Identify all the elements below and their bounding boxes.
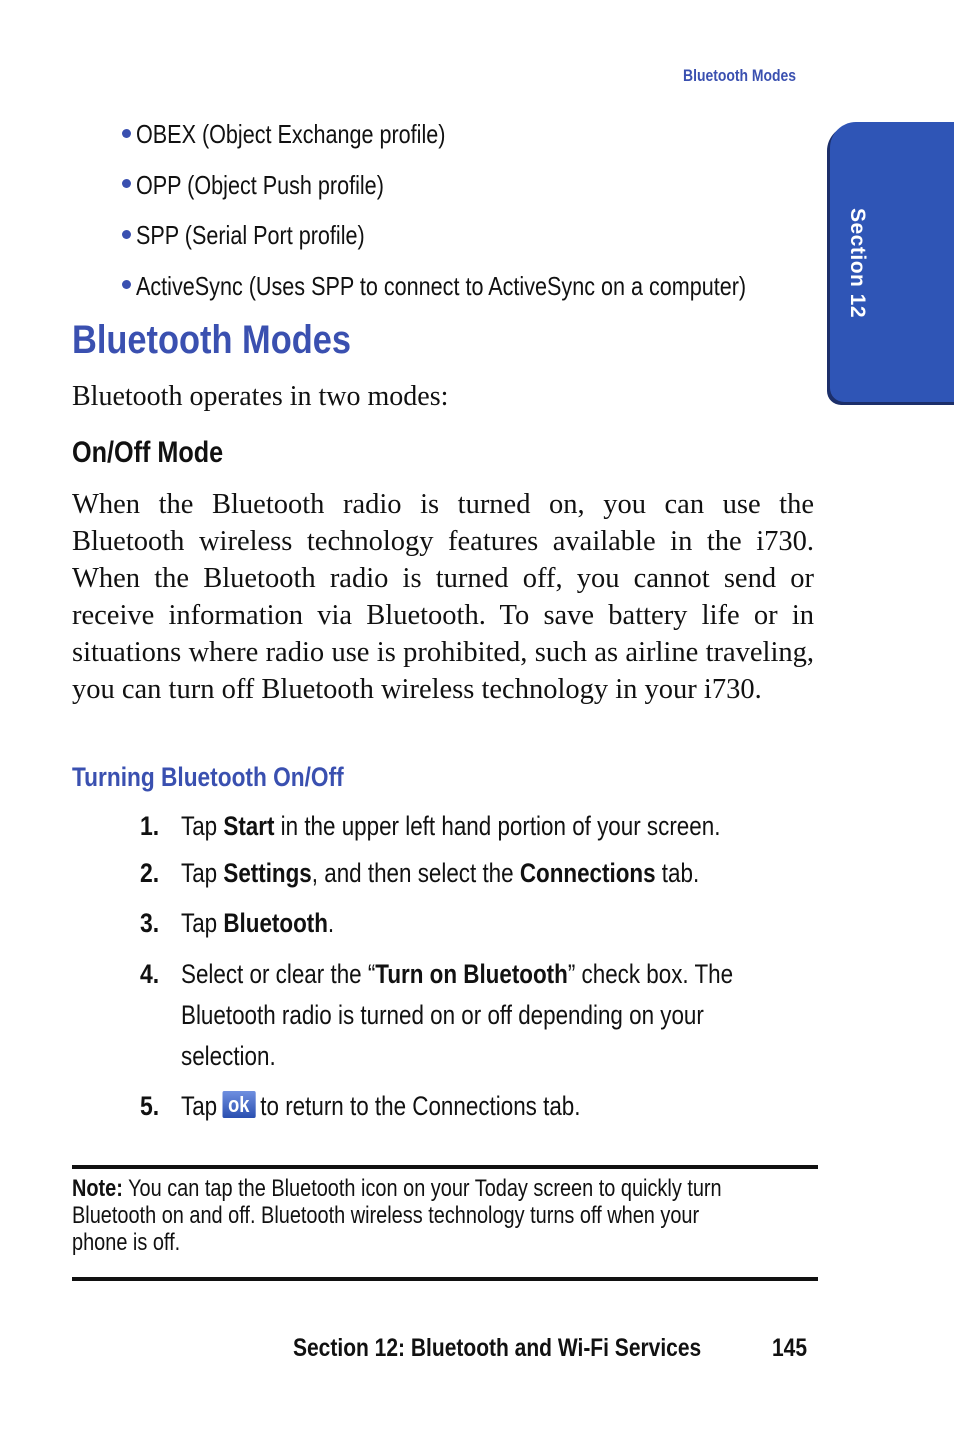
note-box: Note: You can tap the Bluetooth icon on your Today screen to quickly turn Bluetooth on and off. Bluetooth wireless technology turns off when your phone is off. [72,1175,722,1256]
step-number: 1. [140,811,160,841]
list-item: OPP (Object Push profile) [122,169,822,220]
section-heading: Bluetooth Modes [72,318,352,362]
ok-icon: ok [222,1091,255,1118]
list-item: OBEX (Object Exchange profile) [122,118,822,169]
list-item: ActiveSync (Uses SPP to connect to ActiveSync on a computer) [122,270,822,321]
note-label: Note: [72,1175,123,1202]
profile-list [122,118,822,320]
note-top-rule [72,1165,818,1169]
note-bottom-rule [72,1277,818,1281]
intro-text: Bluetooth operates in two modes: [72,381,449,412]
running-header: Bluetooth Modes [683,66,797,85]
step-number: 2. [140,858,160,888]
step-number: 4. [140,959,160,989]
footer-section-title: Section 12: Bluetooth and Wi-Fi Services [293,1334,702,1362]
section-tab-label: Section 12 [846,208,869,319]
step-number: 5. [140,1091,160,1121]
list-item: SPP (Serial Port profile) [122,219,822,270]
step-number: 3. [140,908,160,938]
bullet-icon [122,280,131,289]
bullet-icon [122,179,131,188]
bullet-icon [122,129,131,138]
subsection-heading: On/Off Mode [72,436,224,469]
bullet-icon [122,230,131,239]
procedure-heading: Turning Bluetooth On/Off [72,762,344,792]
page-number: 145 [772,1334,808,1362]
body-paragraph: When the Bluetooth radio is turned on, you can use the Bluetooth wireless technology features available in the i730. When the Bluetooth radio is turned off, you cannot send or receive information via Bluetooth. To save battery life or in situations where radio use is prohibited, such as airline traveling, you can turn off Bluetooth wireless technology in your i730. [72,489,814,705]
